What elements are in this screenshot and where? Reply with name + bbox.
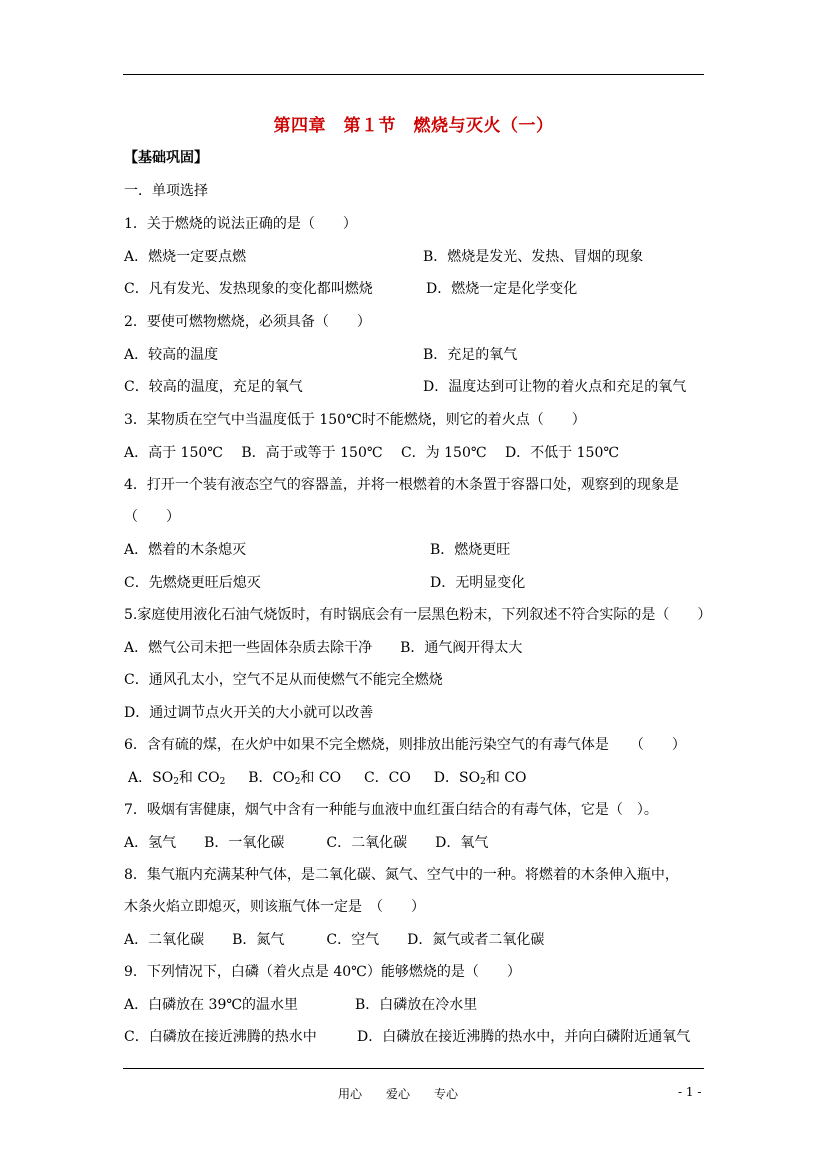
q4-option-b: B．燃烧更旺 [430,542,511,558]
q6-option-c: C．CO [363,770,411,786]
q6-stem: 6．含有硫的煤，在火炉中如果不完全燃烧，则排放出能污染空气的有毒气体是 （ ） [124,737,686,753]
q2-option-d: D．温度达到可让物的着火点和充足的氧气 [423,379,687,395]
page-title: 第四章 第１节 燃烧与灭火（一） [273,116,554,136]
q2-option-a: A．较高的温度 [124,347,219,363]
q1-option-c: C．凡有发光、发热现象的变化都叫燃烧 [124,281,373,297]
q3-stem: 3．某物质在空气中当温度低于 150℃时不能燃烧，则它的着火点（ ） [124,412,586,428]
q9-option-d: D．白磷放在接近沸腾的热水中，并向白磷附近通氧气 [357,1029,691,1045]
section-label: 【基础巩固】 [124,150,208,166]
q1-stem: 1．关于燃烧的说法正确的是（ ） [124,216,357,232]
q4-option-c: C．先燃烧更旺后熄灭 [124,575,261,591]
q7-stem: 7．吸烟有害健康，烟气中含有一种能与血液中血红蛋白结合的有毒气体，它是（ ）。 [124,802,658,818]
footer-motto: 用心 爱心 专心 [338,1087,459,1101]
q1-option-b: B．燃烧是发光、发热、冒烟的现象 [423,249,644,265]
q6-option-b: B．$CO_2$和 CO [248,770,342,787]
q5-options-ab: A．燃气公司未把一些固体杂质去除干净 B．通气阀开得太大 [124,640,523,656]
q2-stem: 2．要使可燃物燃烧，必须具备（ ） [124,314,371,330]
q6-options [128,768,526,788]
q2-option-b: B．充足的氧气 [423,347,518,363]
q1-option-a: A．燃烧一定要点燃 [124,249,247,265]
q5-option-c: C．通风孔太小，空气不足从而使燃气不能完全燃烧 [124,672,443,688]
q8-options: A．二氧化碳 B．氮气 C．空气 D．氮气或者二氧化碳 [124,932,545,948]
q4-stem: 4．打开一个装有液态空气的容器盖，并将一根燃着的木条置于容器口处，观察到的现象是 [124,477,679,493]
q6-option-d: D．$SO_2$和 CO [433,770,527,787]
q5-option-d: D．通过调节点火开关的大小就可以改善 [124,705,374,721]
q7-options: A．氢气 B．一氧化碳 C．二氧化碳 D．氧气 [124,835,489,851]
q9-stem: 9．下列情况下，白磷（着火点是 40℃）能够燃烧的是（ ） [124,964,521,980]
q3-options: A．高于 150℃ B．高于或等于 150℃ C．为 150℃ D．不低于 150℃ [124,445,620,461]
footer-rule [123,1068,704,1069]
header-rule [123,74,704,75]
q8-stem: 8．集气瓶内充满某种气体，是二氧化碳、氮气、空气中的一种。将燃着的木条伸入瓶中， [124,867,679,883]
q8-stem-continued: 木条火焰立即熄灭，则该瓶气体一定是 （ ） [124,899,425,915]
q9-option-c: C．白磷放在接近沸腾的热水中 [124,1029,317,1045]
page-number: - 1 - [678,1085,702,1099]
q5-stem: 5.家庭使用液化石油气烧饭时，有时锅底会有一层黑色粉末，下列叙述不符合实际的是（ ） [124,607,712,623]
q4-option-d: D．无明显变化 [430,575,526,591]
q1-option-d: D．燃烧一定是化学变化 [426,281,578,297]
q9-option-a: A．白磷放在 39℃的温水里 [124,997,299,1013]
q9-option-b: B．白磷放在冷水里 [355,997,478,1013]
q6-option-a: A．$SO_2$和 $CO_2$ [128,770,226,787]
q4-option-a: A．燃着的木条熄灭 [124,542,247,558]
part-heading: 一．单项选择 [124,183,208,199]
q4-stem-continued: （ ） [124,509,180,525]
q2-option-c: C．较高的温度，充足的氧气 [124,379,303,395]
